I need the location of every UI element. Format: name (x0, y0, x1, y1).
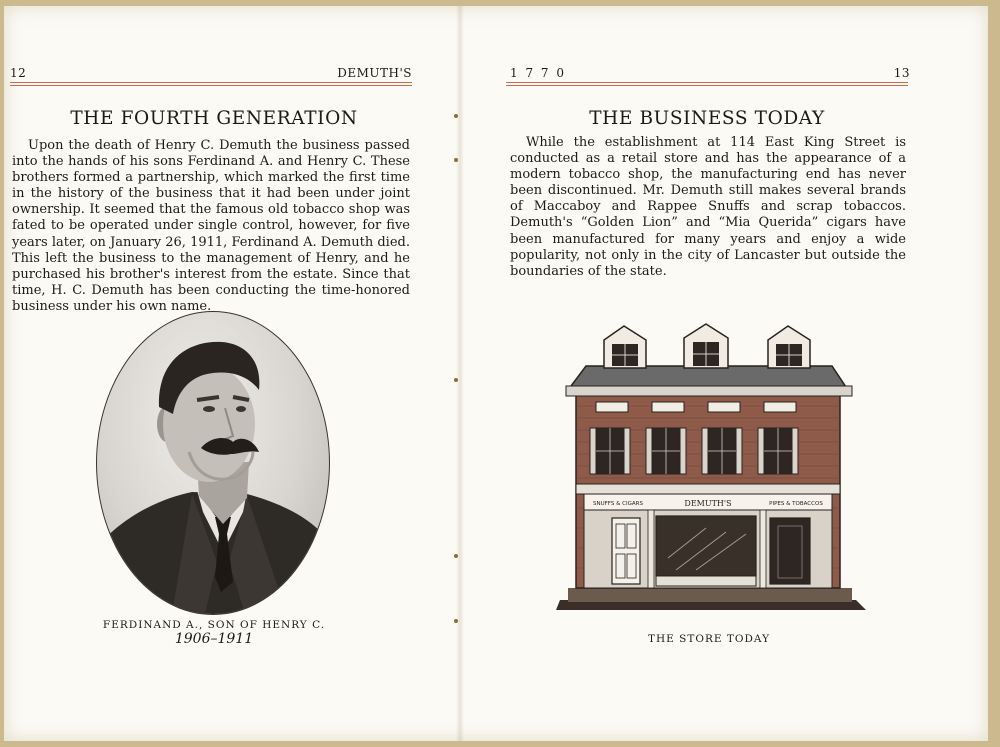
running-head: 1 7 7 0 (510, 66, 566, 80)
left-page (4, 6, 456, 741)
header-rule (10, 82, 412, 86)
store-caption: THE STORE TODAY (648, 633, 770, 645)
portrait-caption: FERDINAND A., SON OF HENRY C. (102, 619, 326, 631)
section-heading: THE BUSINESS TODAY (589, 108, 825, 129)
running-head: DEMUTH'S (337, 66, 412, 80)
store-sign-left: SNUFFS & CIGARS (593, 501, 643, 507)
store-sign-center: DEMUTH'S (684, 499, 732, 508)
store-illustration (556, 318, 866, 618)
page-number: 12 (10, 66, 27, 80)
portrait-years: 1906–1911 (174, 631, 254, 647)
body-paragraph: Upon the death of Henry C. Demuth the business passed into the hands of his sons Ferdinand A. and Henry C. These brothers formed a partnership, which marked the first time in the history of the business that it had been under joint ownership. It seemed that the famous old tobacco shop was fated to be operated under single control, however, for five years later, on January 26, 1911, Ferdinand A. Demuth died. This left the business to the management of Henry, and he purchased his brother's interest from the estate. Since that time, H. C. Demuth has been conducting the time-honored business under his own name. (12, 138, 410, 314)
store-sign-right: PIPES & TOBACCOS (769, 501, 823, 507)
portrait-illustration (97, 312, 329, 614)
section-heading: THE FOURTH GENERATION (70, 108, 358, 129)
portrait-photo (96, 311, 330, 615)
page-number: 13 (893, 66, 910, 80)
book-spread (4, 6, 988, 741)
header-rule (506, 82, 908, 86)
body-paragraph: While the establishment at 114 East King Street is conducted as a retail store and has the appearance of a modern tobacco shop, the manufacturing end has never been discontinued. Mr. Demuth still makes several brands of Maccaboy and Rappee Snuffs and scrap tobaccos. Demuth's “Golden Lion” and “Mia Querida” cigars have been manufactured for many years and enjoy a wide popularity, not only in the city of Lancaster but outside the boundaries of the state. (510, 135, 906, 279)
